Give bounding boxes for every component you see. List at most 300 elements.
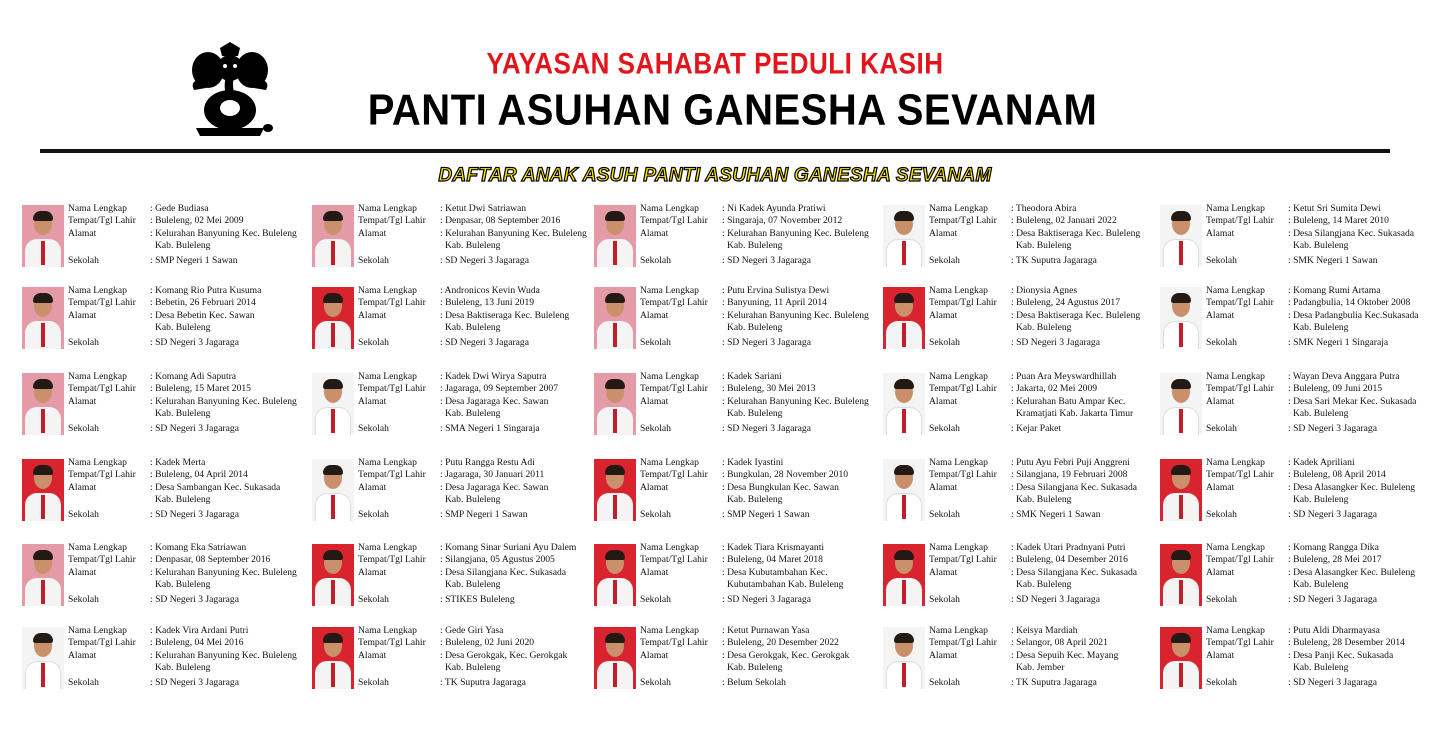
photo-hair bbox=[1171, 379, 1191, 389]
value-sekolah: : SMK Negeri 1 Sawan bbox=[1011, 508, 1101, 520]
value-alamat-cont: Kab. Buleleng bbox=[155, 494, 211, 506]
child-info bbox=[358, 203, 602, 267]
value-ttl: : Buleleng, 14 Maret 2010 bbox=[1288, 215, 1389, 227]
row-ttl bbox=[358, 469, 602, 481]
child-photo bbox=[594, 459, 636, 521]
label-ttl: Tempat/Tgl Lahir bbox=[1206, 297, 1274, 309]
row-nama bbox=[1206, 203, 1430, 215]
value-nama: : Putu Aldi Dharmayasa bbox=[1288, 625, 1380, 636]
label-ttl: Tempat/Tgl Lahir bbox=[1206, 383, 1274, 395]
organization-name: YAYASAN SAHABAT PEDULI KASIH bbox=[486, 45, 944, 81]
label-nama: Nama Lengkap bbox=[68, 203, 127, 214]
label-nama: Nama Lengkap bbox=[640, 285, 699, 296]
row-alamat-cont bbox=[68, 322, 312, 334]
value-ttl: : Bungkulan, 28 November 2010 bbox=[722, 469, 849, 481]
child-card bbox=[22, 457, 312, 527]
row-nama bbox=[358, 285, 602, 297]
label-nama: Nama Lengkap bbox=[358, 285, 417, 296]
child-card bbox=[312, 457, 602, 527]
child-card bbox=[312, 625, 602, 695]
value-sekolah: : TK Suputra Jagaraga bbox=[1011, 254, 1097, 266]
row-alamat-cont bbox=[640, 240, 884, 252]
value-ttl: : Jakarta, 02 Mei 2009 bbox=[1011, 383, 1098, 395]
label-alamat: Alamat bbox=[929, 481, 958, 493]
value-alamat: : Kelurahan Banyuning Kec. Buleleng bbox=[150, 649, 297, 661]
label-alamat: Alamat bbox=[358, 481, 387, 493]
value-alamat-cont: Kab. Buleleng bbox=[1293, 408, 1349, 420]
row-nama bbox=[929, 203, 1173, 215]
label-sekolah: Sekolah bbox=[929, 336, 960, 348]
label-nama: Nama Lengkap bbox=[68, 542, 127, 553]
label-alamat: Alamat bbox=[640, 227, 669, 239]
child-card bbox=[22, 625, 312, 695]
value-sekolah: : SD Negeri 3 Jagaraga bbox=[150, 336, 239, 348]
row-alamat-cont bbox=[1206, 494, 1430, 506]
label-sekolah: Sekolah bbox=[1206, 508, 1237, 520]
value-sekolah: : SD Negeri 3 Jagaraga bbox=[1288, 593, 1377, 605]
value-alamat: : Desa Gerokgak, Kec. Gerokgak bbox=[440, 649, 568, 661]
label-sekolah: Sekolah bbox=[68, 254, 99, 266]
label-nama: Nama Lengkap bbox=[358, 625, 417, 636]
value-ttl: : Jagaraga, 09 September 2007 bbox=[440, 383, 559, 395]
value-sekolah: : SD Negeri 3 Jagaraga bbox=[1011, 593, 1100, 605]
child-photo bbox=[883, 373, 925, 435]
label-ttl: Tempat/Tgl Lahir bbox=[358, 297, 426, 309]
row-sekolah bbox=[358, 509, 602, 521]
value-alamat-cont: Kab. Jember bbox=[1016, 662, 1065, 674]
photo-tie bbox=[902, 241, 906, 265]
label-alamat: Alamat bbox=[640, 481, 669, 493]
photo-hair bbox=[323, 211, 343, 221]
child-card bbox=[594, 285, 884, 355]
label-sekolah: Sekolah bbox=[929, 593, 960, 605]
row-alamat bbox=[929, 482, 1173, 494]
row-ttl bbox=[1206, 383, 1430, 395]
row-alamat bbox=[1206, 228, 1430, 240]
photo-hair bbox=[894, 293, 914, 303]
value-alamat-cont: Kab. Buleleng bbox=[155, 408, 211, 420]
photo-hair bbox=[323, 293, 343, 303]
row-nama bbox=[68, 285, 312, 297]
row-nama bbox=[640, 371, 884, 383]
photo-tie bbox=[41, 663, 45, 687]
child-card bbox=[594, 371, 884, 441]
value-sekolah: : TK Suputra Jagaraga bbox=[1011, 676, 1097, 688]
row-ttl bbox=[1206, 554, 1430, 566]
label-ttl: Tempat/Tgl Lahir bbox=[1206, 215, 1274, 227]
row-ttl bbox=[68, 469, 312, 481]
value-sekolah: : Belum Sekolah bbox=[722, 676, 786, 688]
photo-hair bbox=[894, 465, 914, 475]
row-nama bbox=[68, 625, 312, 637]
label-alamat: Alamat bbox=[640, 395, 669, 407]
child-photo bbox=[22, 373, 64, 435]
photo-tie bbox=[902, 323, 906, 347]
value-alamat-cont: Kab. Buleleng bbox=[1016, 494, 1072, 506]
row-ttl bbox=[358, 297, 602, 309]
label-ttl: Tempat/Tgl Lahir bbox=[640, 297, 708, 309]
value-alamat: : Desa Padangbulia Kec.Sukasada bbox=[1288, 309, 1419, 321]
value-alamat-cont: Kab. Buleleng bbox=[155, 579, 211, 591]
child-info bbox=[929, 542, 1173, 606]
value-nama: : Kadek Utari Pradnyani Putri bbox=[1011, 542, 1126, 553]
row-sekolah bbox=[68, 509, 312, 521]
child-info bbox=[640, 203, 884, 267]
value-alamat: : Desa Sambangan Kec. Sukasada bbox=[150, 481, 281, 493]
row-alamat bbox=[929, 396, 1173, 408]
photo-tie bbox=[331, 580, 335, 604]
value-nama: : Kadek Apriliani bbox=[1288, 457, 1355, 468]
label-alamat: Alamat bbox=[358, 309, 387, 321]
child-photo bbox=[594, 627, 636, 689]
row-alamat-cont bbox=[68, 494, 312, 506]
value-alamat-cont: Kab. Buleleng bbox=[727, 408, 783, 420]
value-alamat-cont: Kab. Buleleng bbox=[445, 662, 501, 674]
value-nama: : Komang Sinar Suriani Ayu Dalem bbox=[440, 542, 577, 553]
row-sekolah bbox=[929, 255, 1173, 267]
value-sekolah: : SD Negeri 3 Jagaraga bbox=[150, 508, 239, 520]
child-card bbox=[883, 542, 1173, 612]
value-ttl: : Bebetin, 26 Februari 2014 bbox=[150, 297, 256, 309]
row-ttl bbox=[68, 554, 312, 566]
photo-tie bbox=[902, 663, 906, 687]
child-info bbox=[1206, 457, 1430, 521]
child-photo bbox=[883, 287, 925, 349]
row-nama bbox=[68, 457, 312, 469]
value-alamat-cont: Kab. Buleleng bbox=[1016, 322, 1072, 334]
value-sekolah: : SD Negeri 3 Jagaraga bbox=[440, 254, 529, 266]
row-ttl bbox=[640, 297, 884, 309]
photo-hair bbox=[605, 379, 625, 389]
label-sekolah: Sekolah bbox=[1206, 422, 1237, 434]
label-alamat: Alamat bbox=[68, 649, 97, 661]
child-info bbox=[929, 285, 1173, 349]
photo-tie bbox=[41, 323, 45, 347]
child-photo bbox=[883, 459, 925, 521]
value-alamat-cont: Kramatjati Kab. Jakarta Timur bbox=[1016, 408, 1134, 420]
photo-tie bbox=[613, 409, 617, 433]
photo-tie bbox=[1179, 323, 1183, 347]
child-photo bbox=[22, 459, 64, 521]
child-card bbox=[883, 625, 1173, 695]
row-nama bbox=[640, 457, 884, 469]
label-ttl: Tempat/Tgl Lahir bbox=[640, 637, 708, 649]
label-nama: Nama Lengkap bbox=[929, 625, 988, 636]
value-nama: : Kadek Dwi Wirya Saputra bbox=[440, 371, 547, 382]
label-alamat: Alamat bbox=[68, 395, 97, 407]
photo-tie bbox=[331, 663, 335, 687]
label-nama: Nama Lengkap bbox=[68, 371, 127, 382]
label-sekolah: Sekolah bbox=[929, 676, 960, 688]
value-alamat: : Desa Silangjana Kec. Sukasada bbox=[1011, 481, 1138, 493]
child-card bbox=[594, 203, 884, 273]
child-card bbox=[312, 542, 602, 612]
value-alamat-cont: Kab. Buleleng bbox=[1293, 240, 1349, 252]
value-ttl: : Buleleng, 09 Juni 2015 bbox=[1288, 383, 1383, 395]
value-alamat-cont: Kab. Buleleng bbox=[445, 322, 501, 334]
label-nama: Nama Lengkap bbox=[1206, 625, 1265, 636]
row-alamat-cont bbox=[929, 662, 1173, 674]
label-ttl: Tempat/Tgl Lahir bbox=[358, 469, 426, 481]
row-nama bbox=[68, 203, 312, 215]
row-nama bbox=[358, 457, 602, 469]
label-sekolah: Sekolah bbox=[1206, 676, 1237, 688]
row-sekolah bbox=[1206, 509, 1430, 521]
child-info bbox=[1206, 371, 1430, 435]
child-info bbox=[929, 457, 1173, 521]
value-ttl: : Buleleng, 13 Juni 2019 bbox=[440, 297, 535, 309]
value-alamat: : Desa Gerokgak, Kec. Gerokgak bbox=[722, 649, 850, 661]
child-info bbox=[640, 625, 884, 689]
child-info bbox=[358, 285, 602, 349]
value-nama: : Komang Rio Putra Kusuma bbox=[150, 285, 262, 296]
row-sekolah bbox=[1206, 423, 1430, 435]
row-ttl bbox=[1206, 469, 1430, 481]
photo-tie bbox=[41, 495, 45, 519]
value-alamat: : Desa Jagaraga Kec. Sawan bbox=[440, 481, 549, 493]
value-alamat-cont: Kab. Buleleng bbox=[727, 494, 783, 506]
row-sekolah bbox=[1206, 255, 1430, 267]
row-alamat bbox=[68, 482, 312, 494]
child-info bbox=[68, 625, 312, 689]
photo-tie bbox=[613, 241, 617, 265]
child-card bbox=[1160, 542, 1430, 612]
label-ttl: Tempat/Tgl Lahir bbox=[929, 469, 997, 481]
row-alamat-cont bbox=[358, 662, 602, 674]
value-alamat-cont: Kab. Buleleng bbox=[445, 408, 501, 420]
value-nama: : Kadek Tiara Krismayanti bbox=[722, 542, 825, 553]
row-ttl bbox=[929, 554, 1173, 566]
photo-hair bbox=[1171, 633, 1191, 643]
photo-hair bbox=[323, 550, 343, 560]
label-nama: Nama Lengkap bbox=[640, 203, 699, 214]
child-info bbox=[68, 457, 312, 521]
label-sekolah: Sekolah bbox=[68, 422, 99, 434]
row-ttl bbox=[640, 383, 884, 395]
child-card bbox=[312, 285, 602, 355]
row-sekolah bbox=[929, 594, 1173, 606]
value-sekolah: : Kejar Paket bbox=[1011, 422, 1062, 434]
row-nama bbox=[358, 625, 602, 637]
ganesha-logo-icon bbox=[186, 42, 274, 138]
row-sekolah bbox=[929, 677, 1173, 689]
label-nama: Nama Lengkap bbox=[358, 542, 417, 553]
label-sekolah: Sekolah bbox=[358, 593, 389, 605]
label-nama: Nama Lengkap bbox=[1206, 371, 1265, 382]
label-ttl: Tempat/Tgl Lahir bbox=[1206, 554, 1274, 566]
child-photo bbox=[1160, 287, 1202, 349]
row-alamat bbox=[358, 310, 602, 322]
label-sekolah: Sekolah bbox=[640, 593, 671, 605]
label-nama: Nama Lengkap bbox=[1206, 457, 1265, 468]
child-photo bbox=[1160, 205, 1202, 267]
row-alamat bbox=[358, 567, 602, 579]
photo-hair bbox=[33, 465, 53, 475]
photo-hair bbox=[323, 633, 343, 643]
photo-hair bbox=[1171, 550, 1191, 560]
label-alamat: Alamat bbox=[640, 566, 669, 578]
label-ttl: Tempat/Tgl Lahir bbox=[358, 383, 426, 395]
value-sekolah: : SD Negeri 3 Jagaraga bbox=[722, 593, 811, 605]
label-nama: Nama Lengkap bbox=[1206, 203, 1265, 214]
child-info bbox=[358, 371, 602, 435]
row-nama bbox=[929, 457, 1173, 469]
value-sekolah: : SMP Negeri 1 Sawan bbox=[440, 508, 528, 520]
label-sekolah: Sekolah bbox=[929, 508, 960, 520]
child-card bbox=[1160, 457, 1430, 527]
value-sekolah: : SD Negeri 3 Jagaraga bbox=[150, 422, 239, 434]
row-alamat-cont bbox=[358, 322, 602, 334]
page-subtitle: DAFTAR ANAK ASUH PANTI ASUHAN GANESHA SEVANAM bbox=[438, 165, 992, 186]
label-ttl: Tempat/Tgl Lahir bbox=[929, 637, 997, 649]
label-alamat: Alamat bbox=[1206, 309, 1235, 321]
row-nama bbox=[358, 203, 602, 215]
label-nama: Nama Lengkap bbox=[929, 542, 988, 553]
row-nama bbox=[358, 542, 602, 554]
child-info bbox=[640, 371, 884, 435]
child-info bbox=[358, 625, 602, 689]
label-nama: Nama Lengkap bbox=[929, 285, 988, 296]
child-photo bbox=[594, 287, 636, 349]
value-ttl: : Silangjana, 05 Agustus 2005 bbox=[440, 554, 555, 566]
photo-tie bbox=[41, 409, 45, 433]
row-alamat bbox=[68, 567, 312, 579]
row-sekolah bbox=[68, 337, 312, 349]
value-alamat-cont: Kab. Buleleng bbox=[445, 579, 501, 591]
row-alamat-cont bbox=[1206, 408, 1430, 420]
row-ttl bbox=[68, 383, 312, 395]
photo-tie bbox=[41, 241, 45, 265]
value-ttl: : Buleleng, 04 Maret 2018 bbox=[722, 554, 823, 566]
value-alamat: : Desa Silangjana Kec. Sukasada bbox=[1011, 566, 1138, 578]
value-ttl: : Buleleng, 28 Desember 2014 bbox=[1288, 637, 1405, 649]
label-nama: Nama Lengkap bbox=[68, 285, 127, 296]
row-nama bbox=[929, 285, 1173, 297]
row-sekolah bbox=[640, 509, 884, 521]
label-alamat: Alamat bbox=[68, 227, 97, 239]
row-alamat bbox=[640, 310, 884, 322]
child-photo bbox=[22, 544, 64, 606]
child-photo bbox=[1160, 544, 1202, 606]
label-nama: Nama Lengkap bbox=[358, 203, 417, 214]
child-card bbox=[594, 542, 884, 612]
child-photo bbox=[312, 287, 354, 349]
row-alamat bbox=[929, 310, 1173, 322]
label-sekolah: Sekolah bbox=[640, 422, 671, 434]
row-alamat-cont bbox=[640, 494, 884, 506]
value-alamat: : Desa Sepuih Kec. Mayang bbox=[1011, 649, 1119, 661]
row-sekolah bbox=[929, 509, 1173, 521]
photo-tie bbox=[41, 580, 45, 604]
child-card bbox=[883, 203, 1173, 273]
child-info bbox=[929, 371, 1173, 435]
row-sekolah bbox=[358, 677, 602, 689]
photo-hair bbox=[605, 633, 625, 643]
row-sekolah bbox=[68, 594, 312, 606]
child-card bbox=[1160, 285, 1430, 355]
child-info bbox=[1206, 625, 1430, 689]
label-ttl: Tempat/Tgl Lahir bbox=[640, 215, 708, 227]
value-ttl: : Denpasar, 08 September 2016 bbox=[150, 554, 271, 566]
page-title: PANTI ASUHAN GANESHA SEVANAM bbox=[367, 85, 1098, 135]
value-alamat: : Desa Kubutambahan Kec. bbox=[722, 566, 828, 578]
row-nama bbox=[640, 625, 884, 637]
value-ttl: : Banyuning, 11 April 2014 bbox=[722, 297, 827, 309]
row-alamat-cont bbox=[68, 579, 312, 591]
value-sekolah: : TK Suputra Jagaraga bbox=[440, 676, 526, 688]
value-alamat: : Desa Baktiseraga Kec. Buleleng bbox=[440, 309, 570, 321]
photo-tie bbox=[1179, 241, 1183, 265]
row-sekolah bbox=[640, 594, 884, 606]
label-ttl: Tempat/Tgl Lahir bbox=[358, 554, 426, 566]
row-sekolah bbox=[640, 423, 884, 435]
value-alamat-cont: Kab. Buleleng bbox=[1293, 579, 1349, 591]
row-ttl bbox=[68, 637, 312, 649]
value-ttl: : Buleleng, 20 Desember 2022 bbox=[722, 637, 839, 649]
label-sekolah: Sekolah bbox=[1206, 336, 1237, 348]
row-sekolah bbox=[68, 255, 312, 267]
row-nama bbox=[1206, 542, 1430, 554]
label-nama: Nama Lengkap bbox=[1206, 542, 1265, 553]
row-nama bbox=[929, 542, 1173, 554]
value-ttl: : Buleleng, 04 April 2014 bbox=[150, 469, 248, 481]
value-alamat: : Kelurahan Banyuning Kec. Buleleng bbox=[150, 227, 297, 239]
child-info bbox=[640, 542, 884, 606]
label-alamat: Alamat bbox=[640, 309, 669, 321]
row-alamat bbox=[640, 228, 884, 240]
header-divider bbox=[40, 149, 1390, 153]
label-sekolah: Sekolah bbox=[358, 422, 389, 434]
label-alamat: Alamat bbox=[1206, 566, 1235, 578]
value-alamat: : Kelurahan Banyuning Kec. Buleleng bbox=[722, 395, 869, 407]
child-info bbox=[1206, 542, 1430, 606]
row-ttl bbox=[358, 215, 602, 227]
row-alamat bbox=[1206, 567, 1430, 579]
row-ttl bbox=[929, 637, 1173, 649]
child-info bbox=[929, 625, 1173, 689]
value-alamat: : Desa Bebetin Kec. Sawan bbox=[150, 309, 255, 321]
row-nama bbox=[640, 285, 884, 297]
row-ttl bbox=[1206, 215, 1430, 227]
child-photo bbox=[1160, 627, 1202, 689]
child-info bbox=[68, 203, 312, 267]
label-ttl: Tempat/Tgl Lahir bbox=[929, 215, 997, 227]
label-alamat: Alamat bbox=[929, 309, 958, 321]
row-alamat-cont bbox=[1206, 662, 1430, 674]
child-photo bbox=[1160, 459, 1202, 521]
photo-hair bbox=[33, 293, 53, 303]
value-alamat-cont: Kab. Buleleng bbox=[1293, 662, 1349, 674]
row-sekolah bbox=[1206, 594, 1430, 606]
value-nama: : Kadek Vira Ardani Putri bbox=[150, 625, 249, 636]
row-alamat bbox=[68, 650, 312, 662]
value-nama: : Ketut Dwi Satriawan bbox=[440, 203, 527, 214]
value-ttl: : Denpasar, 08 September 2016 bbox=[440, 215, 561, 227]
value-alamat-cont: Kab. Buleleng bbox=[727, 240, 783, 252]
value-alamat: : Desa Baktiseraga Kec. Buleleng bbox=[1011, 309, 1141, 321]
photo-hair bbox=[1171, 211, 1191, 221]
row-sekolah bbox=[1206, 337, 1430, 349]
row-sekolah bbox=[358, 423, 602, 435]
value-sekolah: : SD Negeri 3 Jagaraga bbox=[150, 676, 239, 688]
row-nama bbox=[640, 542, 884, 554]
child-photo bbox=[22, 205, 64, 267]
row-ttl bbox=[640, 469, 884, 481]
photo-tie bbox=[613, 663, 617, 687]
value-sekolah: : STIKES Buleleng bbox=[440, 593, 515, 605]
label-ttl: Tempat/Tgl Lahir bbox=[358, 637, 426, 649]
child-photo bbox=[312, 627, 354, 689]
